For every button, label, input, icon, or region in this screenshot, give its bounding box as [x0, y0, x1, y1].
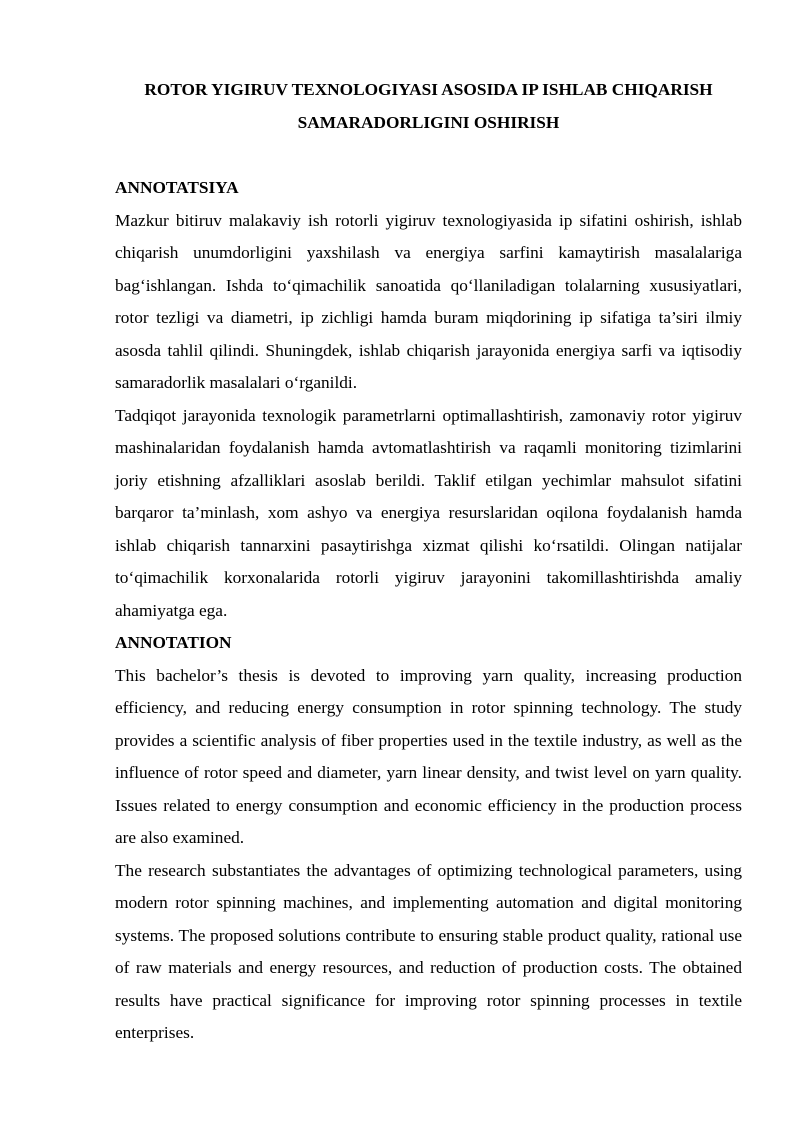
document-title — [115, 74, 742, 139]
section-heading-annotatsiya: ANNOTATSIYA — [115, 178, 239, 197]
section-annotatsiya — [115, 172, 742, 627]
section-heading-annotation: ANNOTATION — [115, 633, 232, 652]
paragraph-annotatsiya-1: Mazkur bitiruv malakaviy ish rotorli yigiruv texnologiyasida ip sifatini oshirish, ishlab chiqarish unumdorligini yaxshilash va energiya sarfini kamaytirish masalalariga bag‘ishlangan. Ishda to‘qimachilik sanoatida qo‘llaniladigan tolalarning xususiyatlari, rotor tezligi va diametri, ip zichligi hamda buram miqdorining ip sifatiga ta’siri ilmiy asosda tahlil qilindi. Shuningdek, ishlab chiqarish jarayonida energiya sarfi va iqtisodiy samaradorlik masalalari o‘rganildi. — [115, 210, 742, 392]
document-page — [115, 74, 742, 1050]
paragraph-annotatsiya-2: Tadqiqot jarayonida texnologik parametrlarni optimallashtirish, zamonaviy rotor yigiruv mashinalaridan foydalanish hamda avtomatlashtirish va raqamli monitoring tizimlarini joriy etishning afzalliklari asoslab berildi. Taklif etilgan yechimlar mahsulot sifatini barqaror ta’minlash, xom ashyo va energiya resurslaridan oqilona foydalanish hamda ishlab chiqarish tannarxini pasaytirishga xizmat qilishi ko‘rsatildi. Olingan natijalar to‘qimachilik korxonalarida rotorli yigiruv jarayonini takomillashtirishda amaliy ahamiyatga ega. — [115, 405, 742, 620]
title-line-2: SAMARADORLIGINI OSHIRISH — [297, 112, 560, 132]
paragraph-annotation-1: This bachelor’s thesis is devoted to improving yarn quality, increasing production efficiency, and reducing energy consumption in rotor spinning technology. The study provides a scientific analysis of fiber properties used in the textile industry, as well as the influence of rotor speed and diameter, yarn linear density, and twist level on yarn quality. Issues related to energy consumption and economic efficiency in the production process are also examined. — [115, 665, 742, 847]
title-line-1: ROTOR YIGIRUV TEXNOLOGIYASI ASOSIDA IP ISHLAB CHIQARISH — [144, 80, 713, 99]
paragraph-annotation-2: The research substantiates the advantages of optimizing technological parameters, using modern rotor spinning machines, and implementing automation and digital monitoring systems. The proposed solutions contribute to ensuring stable product quality, rational use of raw materials and energy resources, and reduction of production costs. The obtained results have practical significance for improving rotor spinning processes in textile enterprises. — [115, 860, 742, 1042]
section-annotation — [115, 627, 742, 1050]
